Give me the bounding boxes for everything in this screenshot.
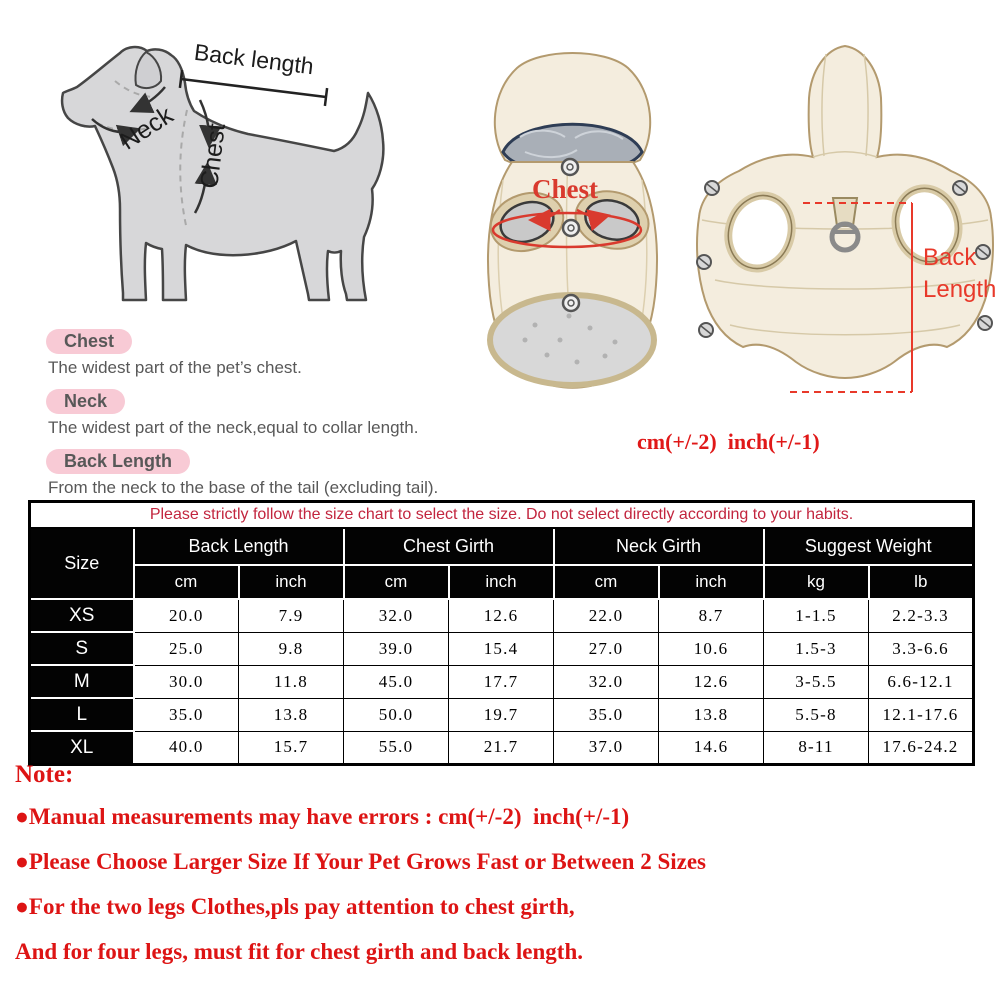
note-line-measurement-errors: ●Manual measurements may have errors : cm(+/-2) inch(+/-1): [15, 804, 630, 829]
notes-section: [15, 761, 706, 984]
value-cell: 14.6: [659, 731, 764, 765]
value-cell: 21.7: [449, 731, 554, 765]
size-cell: XS: [30, 599, 134, 632]
value-cell: 2.2-3.3: [869, 599, 974, 632]
jacket-front-chest-label: Chest: [532, 174, 598, 204]
value-cell: 9.8: [239, 632, 344, 665]
table-row-xl: [30, 731, 974, 765]
value-cell: 45.0: [344, 665, 449, 698]
neck-pill: Neck: [46, 389, 125, 414]
measurement-definitions: [46, 329, 526, 509]
value-cell: 8.7: [659, 599, 764, 632]
value-cell: 1.5-3: [764, 632, 869, 665]
value-cell: 7.9: [239, 599, 344, 632]
value-cell: 17.6-24.2: [869, 731, 974, 765]
dog-back-length-label: Back length: [192, 38, 316, 80]
value-cell: 1-1.5: [764, 599, 869, 632]
table-row-l: [30, 698, 974, 731]
back-length-pill: Back Length: [46, 449, 190, 474]
unit-header: cm: [134, 565, 239, 599]
dog-neck-label: Neck: [115, 101, 179, 156]
value-cell: 6.6-12.1: [869, 665, 974, 698]
definition-chest: [46, 329, 526, 378]
value-cell: 25.0: [134, 632, 239, 665]
value-cell: 15.7: [239, 731, 344, 765]
tolerance-note: cm(+/-2) inch(+/-1): [637, 429, 820, 454]
value-cell: 35.0: [554, 698, 659, 731]
value-cell: 12.6: [449, 599, 554, 632]
value-cell: 17.7: [449, 665, 554, 698]
unit-header: inch: [659, 565, 764, 599]
value-cell: 32.0: [554, 665, 659, 698]
table-row-s: [30, 632, 974, 665]
unit-header: lb: [869, 565, 974, 599]
unit-header: inch: [239, 565, 344, 599]
size-cell: L: [30, 698, 134, 731]
definition-neck: [46, 389, 526, 438]
jacket-back-figure: [690, 40, 1000, 415]
neck-girth-group-header: Neck Girth: [554, 528, 764, 565]
size-chart-table: [28, 500, 975, 766]
size-cell: M: [30, 665, 134, 698]
table-row-m: [30, 665, 974, 698]
value-cell: 37.0: [554, 731, 659, 765]
jacket-back-length-label-line2: Length: [923, 276, 997, 303]
value-cell: 22.0: [554, 599, 659, 632]
value-cell: 27.0: [554, 632, 659, 665]
value-cell: 13.8: [239, 698, 344, 731]
value-cell: 12.1-17.6: [869, 698, 974, 731]
value-cell: 20.0: [134, 599, 239, 632]
dog-measurement-figure: [35, 15, 385, 330]
chest-definition-text: The widest part of the pet’s chest.: [48, 358, 302, 377]
back-length-group-header: Back Length: [134, 528, 344, 565]
value-cell: 35.0: [134, 698, 239, 731]
value-cell: 40.0: [134, 731, 239, 765]
size-cell: XL: [30, 731, 134, 765]
suggest-weight-group-header: Suggest Weight: [764, 528, 974, 565]
table-row-xs: [30, 599, 974, 632]
value-cell: 3-5.5: [764, 665, 869, 698]
value-cell: 19.7: [449, 698, 554, 731]
value-cell: 12.6: [659, 665, 764, 698]
value-cell: 10.6: [659, 632, 764, 665]
value-cell: 50.0: [344, 698, 449, 731]
value-cell: 55.0: [344, 731, 449, 765]
neck-definition-text: The widest part of the neck,equal to collar length.: [48, 418, 419, 437]
note-line-four-legs: And for four legs, must fit for chest girth and back length.: [15, 939, 583, 964]
notes-title: Note:: [15, 761, 74, 788]
size-column-header: Size: [30, 528, 134, 599]
value-cell: 13.8: [659, 698, 764, 731]
dog-chest-label: Chest: [195, 121, 231, 191]
size-chart-warning: Please strictly follow the size chart to select the size. Do not select directly according to your habits.: [30, 502, 974, 529]
back-length-definition-text: From the neck to the base of the tail (excluding tail).: [48, 478, 439, 497]
value-cell: 11.8: [239, 665, 344, 698]
value-cell: 39.0: [344, 632, 449, 665]
note-line-two-legs: ●For the two legs Clothes,pls pay attention to chest girth,: [15, 894, 575, 919]
value-cell: 8-11: [764, 731, 869, 765]
unit-header: cm: [344, 565, 449, 599]
note-line-choose-larger: ●Please Choose Larger Size If Your Pet Grows Fast or Between 2 Sizes: [15, 849, 706, 874]
unit-header: inch: [449, 565, 554, 599]
value-cell: 15.4: [449, 632, 554, 665]
value-cell: 32.0: [344, 599, 449, 632]
unit-header: cm: [554, 565, 659, 599]
chest-girth-group-header: Chest Girth: [344, 528, 554, 565]
size-cell: S: [30, 632, 134, 665]
unit-header: kg: [764, 565, 869, 599]
jacket-back-length-label-line1: Back: [923, 244, 977, 271]
value-cell: 30.0: [134, 665, 239, 698]
chest-pill: Chest: [46, 329, 132, 354]
value-cell: 3.3-6.6: [869, 632, 974, 665]
value-cell: 5.5-8: [764, 698, 869, 731]
definition-back-length: [46, 449, 526, 498]
